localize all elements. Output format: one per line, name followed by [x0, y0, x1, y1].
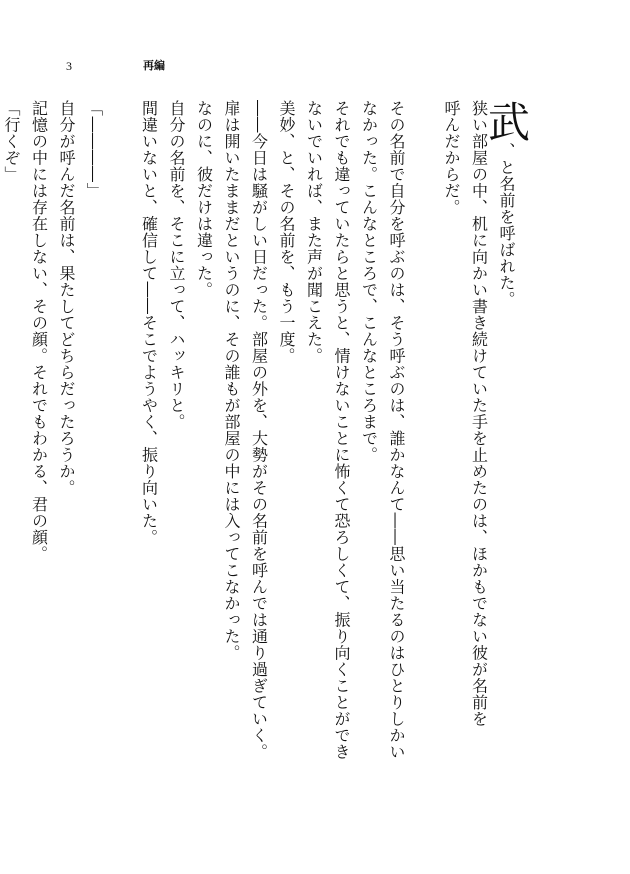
text-line-6: なかった。こんなところで、こんなところまで。	[359, 100, 379, 463]
initial-character: 武	[482, 100, 531, 143]
blank-line	[108, 100, 136, 800]
text-line-12: なのに、彼だけは違った。	[194, 100, 214, 298]
text-line-13: 自分の名前を、そこに立って、ハッキリと。	[167, 100, 186, 430]
text-line-17: 自分が呼んだ名前は、果たしてどちらだったろうか。	[57, 100, 76, 496]
text-line-8: ないでいれば、また声が聞こえた。	[304, 100, 324, 364]
text-line-19: 「行くぞ」	[2, 100, 21, 183]
text-line-5: その名前で自分を呼ぶのは、そう呼ぶのは、誰かなんて――思い当たるのはひとりしかい	[387, 100, 406, 760]
text-line-3: 呼んだからだ。	[442, 100, 461, 216]
blank-line	[410, 100, 438, 800]
text-line-9: 美妙、と、その名前を、もう一度。	[277, 100, 296, 364]
text-line-14: 間違いないと、確信して――そこでようやく、振り向いた。	[139, 100, 159, 546]
text-line-10: ――今日は騒がしい日だった。部屋の外を、大勢がその名前を呼んでは通り過ぎていく。	[249, 100, 269, 760]
text-line-18: 記憶の中には存在しない、その顔。それでもわかる、君の顔。	[29, 100, 49, 562]
running-title: 再編	[143, 59, 165, 72]
text-line-11: 扉は開いたままだというのに、その誰もが部屋の中には入ってこなかった。	[222, 100, 241, 661]
text-line-1-rest: 、と名前を呼ばれた。	[497, 142, 516, 308]
page-number: 3	[66, 59, 72, 73]
text-line-7: それでも違っていたらと思うと、情けないことに怖くて恐ろしくて、振り向くことができ	[332, 100, 351, 760]
text-line-16: 「――――」	[84, 100, 104, 199]
text-line-1	[482, 100, 531, 800]
text-line-2: 狭い部屋の中、机に向かい書き続けていた手を止めたのは、ほかもでない彼が名前を	[469, 100, 489, 727]
vertical-body-text	[0, 100, 531, 800]
